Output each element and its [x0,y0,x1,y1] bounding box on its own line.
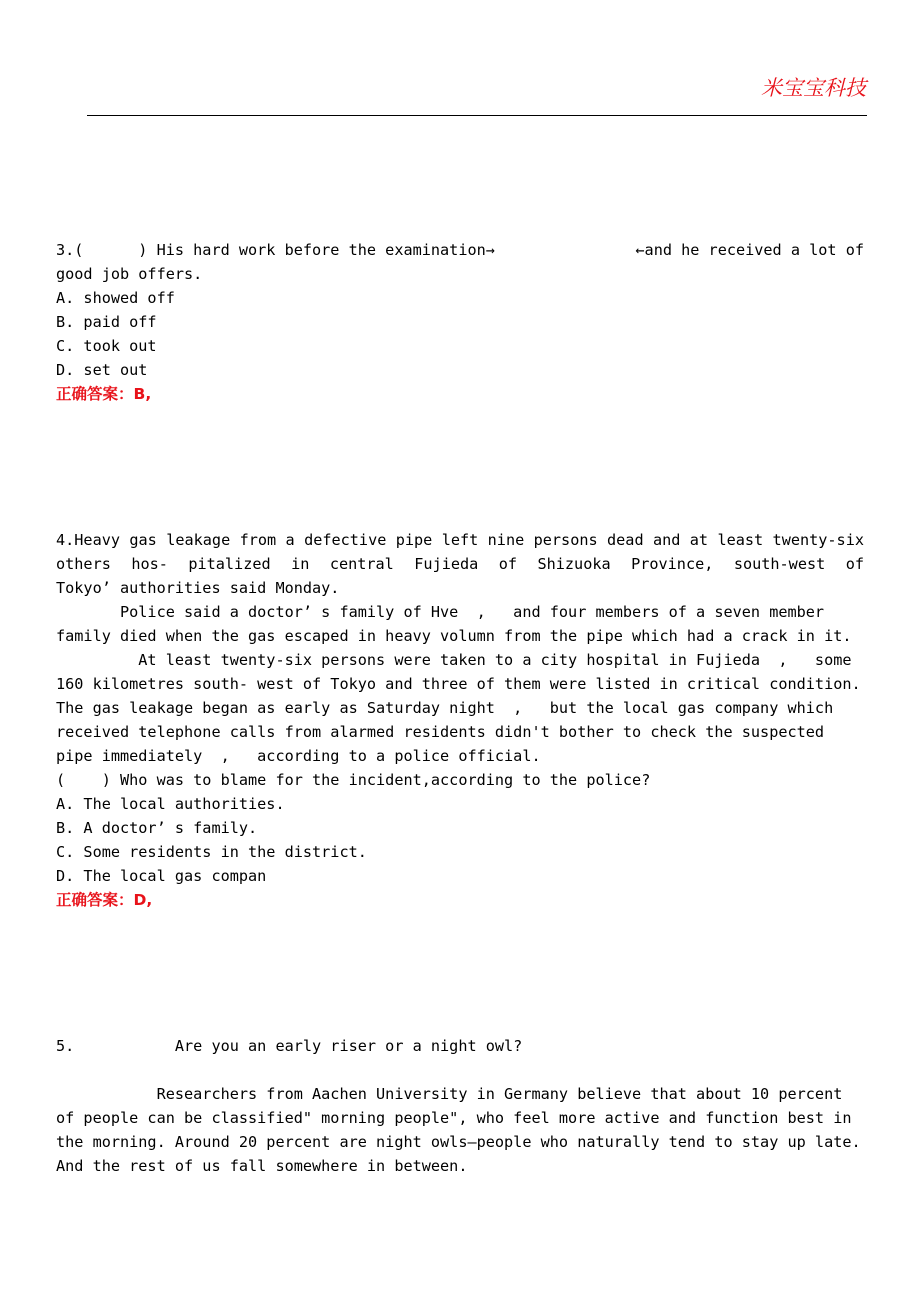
question-4-passage-line: pipe immediately , according to a police official. [56,747,541,765]
question-3-option-c: C. took out [56,337,157,355]
question-3-stem-right: ←and he received a lot of [635,241,864,259]
question-5-passage-line: And the rest of us fall somewhere in between. [56,1157,468,1175]
question-3-stem-left: 3.( ) His hard work before the examination→ [56,241,495,259]
question-4-answer: 正确答案：D, [56,891,153,909]
question-3-stem-line-2: good job offers. [56,265,203,283]
question-4-passage-line: At least twenty-six persons were taken to a city hospital in Fujieda , some [56,651,852,669]
question-4-option-d: D. The local gas compan [56,867,267,885]
question-3-answer: 正确答案：B, [56,385,152,403]
question-3-option-b: B. paid off [56,313,157,331]
question-4-option-b: B. A doctor’ s family. [56,819,258,837]
question-4-passage-line: others hos- pitalized in central Fujieda of Shizuoka Province, south-west of [56,555,864,573]
question-4-passage-line: Tokyo’ authorities said Monday. [56,579,340,597]
question-3-option-a: A. showed off [56,289,175,307]
question-3-stem-line-1 [56,238,864,262]
question-4-passage-line: 4.Heavy gas leakage from a defective pipe left nine persons dead and at least twenty-six [56,531,864,549]
question-5-title: 5. Are you an early riser or a night owl? [56,1037,523,1055]
question-4-passage-line: received telephone calls from alarmed residents didn't bother to check the suspected [56,723,825,741]
question-4-passage-line: Police said a doctor’ s family of Hve , and four members of a seven member [56,603,825,621]
question-4-option-c: C. Some residents in the district. [56,843,367,861]
question-5 [56,1034,864,1178]
blank-line [56,1058,864,1082]
brand-logo-text: 米宝宝科技 [761,76,866,100]
question-3-option-d: D. set out [56,361,148,379]
question-4-stem: ( ) Who was to blame for the incident,according to the police? [56,771,651,789]
question-4 [56,528,864,912]
question-5-passage-line: of people can be classified" morning people", who feel more active and function best in [56,1109,852,1127]
question-3 [56,238,864,406]
question-5-passage-line: Researchers from Aachen University in Germany believe that about 10 percent [56,1085,843,1103]
question-5-passage-line: the morning. Around 20 percent are night owls—people who naturally tend to stay up late. [56,1133,861,1151]
question-4-passage-line: 160 kilometres south- west of Tokyo and three of them were listed in critical condition. [56,675,861,693]
question-4-passage-line: The gas leakage began as early as Saturday night , but the local gas company which [56,699,834,717]
header-divider [87,115,867,116]
question-4-passage-line: family died when the gas escaped in heavy volumn from the pipe which had a crack in it. [56,627,852,645]
question-4-option-a: A. The local authorities. [56,795,285,813]
